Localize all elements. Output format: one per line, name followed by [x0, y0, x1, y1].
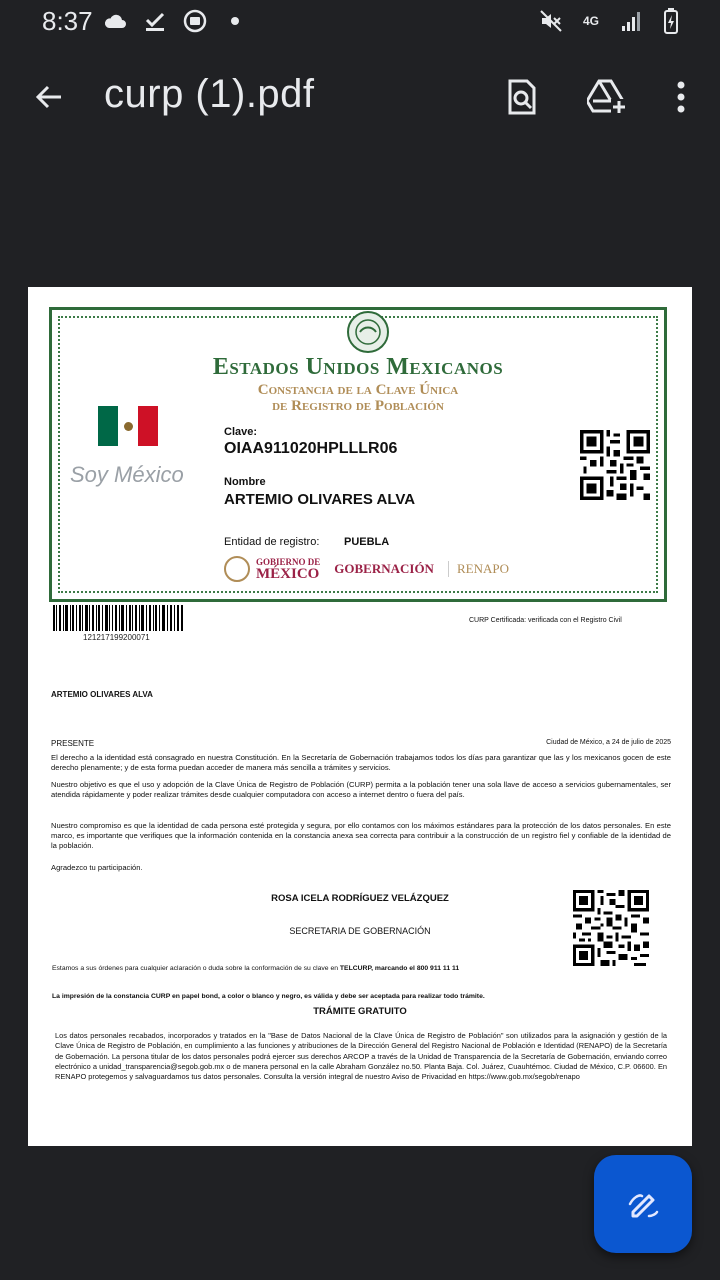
entidad-value: PUEBLA [344, 536, 390, 548]
curp-certificate [49, 307, 667, 602]
search-document-icon [505, 79, 539, 115]
status-icons-right [538, 8, 684, 34]
letter-paragraph-2: Nuestro objetivo es que el uso y adopción de la Clave Única de Registro de Población (CURP) permita a la población tener una sola llave de acceso a servicios gubernamentales, ser atendida rápidamente y poder realizar trámites desde cualquier computadora con acceso a internet dentro o fuera del país. [51, 780, 671, 799]
nombre-value: ARTEMIO OLIVARES ALVA [224, 491, 416, 508]
signer-title: SECRETARIA DE GOBERNACIÓN [289, 926, 431, 936]
drive-add-icon [587, 79, 627, 115]
gobierno-seal-icon [224, 556, 250, 582]
soy-mexico-text: Soy México [70, 462, 184, 487]
letter-paragraph-4: Agradezco tu participación. [51, 863, 143, 872]
search-document-button[interactable] [499, 74, 545, 120]
status-icons-left [102, 8, 248, 34]
edit-pen-icon [623, 1184, 663, 1224]
entidad-label: Entidad de registro: [224, 536, 320, 548]
telcurp-phone: TELCURP, marcando el 800 911 11 11 [339, 965, 460, 972]
clave-value: OIAA911020HPLLLR06 [224, 440, 398, 457]
letter-date: Ciudad de México, a 24 de julio de 2025 [546, 739, 671, 746]
barcode-icon [53, 605, 183, 631]
signature-qr-code-icon [573, 890, 649, 966]
more-vert-icon [676, 81, 686, 113]
qr-code-icon [580, 430, 650, 500]
notification-dot-icon [222, 8, 248, 34]
privacy-notice: Los datos personales recabados, incorporados y tratados en la "Base de Datos Nacional de la Clave Única de Registro de Población" son utilizados para la asignación y gestión de la Clave Única de Registro de Población, en cumplimiento a las funciones y atribuciones de la Dirección General del Registro Nacional de Población e Identidad (RENAPO) de la Secretaría de Gobernación. La persona titular de los datos personales podrá ejercer sus derechos ARCOP a través de la Unidad de Transparencia de la Secretaría de Gobernación, enviando correo electrónico a unidad_transparencia@segob.gob.mx o de manera personal en la calle Abraham González no.50. Planta Baja. Col. Juárez, Cuauhtémoc. Ciudad de México, C.P. 06600. En RENAPO protegemos y salvaguardamos tus datos personales. Consulta la versión integral de nuestro Aviso de Privacidad en https://www.gob.mx/segob/renapo [55, 1031, 667, 1082]
mute-icon [538, 8, 564, 34]
barcode-number: 121217199200071 [83, 633, 150, 642]
back-button[interactable] [26, 74, 72, 120]
government-logos [224, 556, 509, 582]
status-bar [0, 0, 720, 44]
more-options-button[interactable] [658, 74, 704, 120]
nombre-label: Nombre [224, 476, 266, 488]
gobierno-de-mexico-logo: GOBIERNO DE MÉXICO [224, 556, 320, 582]
curp-certificada-text: CURP Certificada: verificada con el Registro Civil [469, 617, 622, 624]
download-done-icon [142, 8, 168, 34]
certificate-title: Estados Unidos Mexicanos [212, 354, 504, 380]
edit-button[interactable] [594, 1155, 692, 1253]
letter-paragraph-3: Nuestro compromiso es que la identidad de cada persona esté protegida y segura, por ello contamos con los máximos estándares para la protección de los datos personales. En este marco, es importante que verifiques que la información contenida en la constancia anexa sea correcta para contribuir a la construcción de un registro fiel y confiable de la identidad de la población. [51, 821, 671, 850]
app-bar [0, 54, 720, 140]
save-to-drive-button[interactable] [584, 74, 630, 120]
tramite-gratuito: TRÁMITE GRATUITO [313, 1006, 407, 1017]
signer-name: ROSA ICELA RODRÍGUEZ VELÁZQUEZ [271, 893, 449, 904]
cloud-icon [102, 8, 128, 34]
clave-label: Clave: [224, 426, 258, 438]
battery-charging-icon [658, 8, 684, 34]
arrow-back-icon [33, 81, 65, 113]
letter-recipient: ARTEMIO OLIVARES ALVA [51, 690, 153, 699]
network-type-icon: 4G [582, 14, 599, 28]
impresion-notice: La impresión de la constancia CURP en papel bond, a color o blanco y negro, es válida y debe ser aceptada para realizar todo trámite. [52, 993, 485, 1000]
renapo-logo: RENAPO [448, 561, 509, 577]
certificate-subtitle-1: Constancia de la Clave Única [257, 382, 459, 398]
cast-icon [182, 8, 208, 34]
certificate-subtitle-2: de Registro de Población [272, 398, 444, 414]
file-title: curp (1).pdf [104, 72, 315, 116]
letter-paragraph-1: El derecho a la identidad está consagrado en nuestra Constitución. En la Secretaría de Gobernación trabajamos todos los días para garantizar que las y los mexicanos gocen de este derecho plenamente; y de esta forma puedan acceder de manera más sencilla a trámites y servicios. [51, 753, 671, 772]
gobernacion-logo: GOBERNACIÓN [334, 561, 434, 576]
pdf-page[interactable] [28, 287, 692, 1146]
letter-greeting: PRESENTE [51, 739, 95, 748]
national-seal-icon [338, 310, 398, 354]
mexico-flag-icon [98, 406, 158, 446]
contact-text: Estamos a sus órdenes para cualquier aclaración o duda sobre la conformación de su clave en TELCURP, marcando el 800 911 11 11 [52, 965, 460, 972]
signal-icon [618, 8, 644, 34]
status-time: 8:37 [42, 6, 93, 36]
